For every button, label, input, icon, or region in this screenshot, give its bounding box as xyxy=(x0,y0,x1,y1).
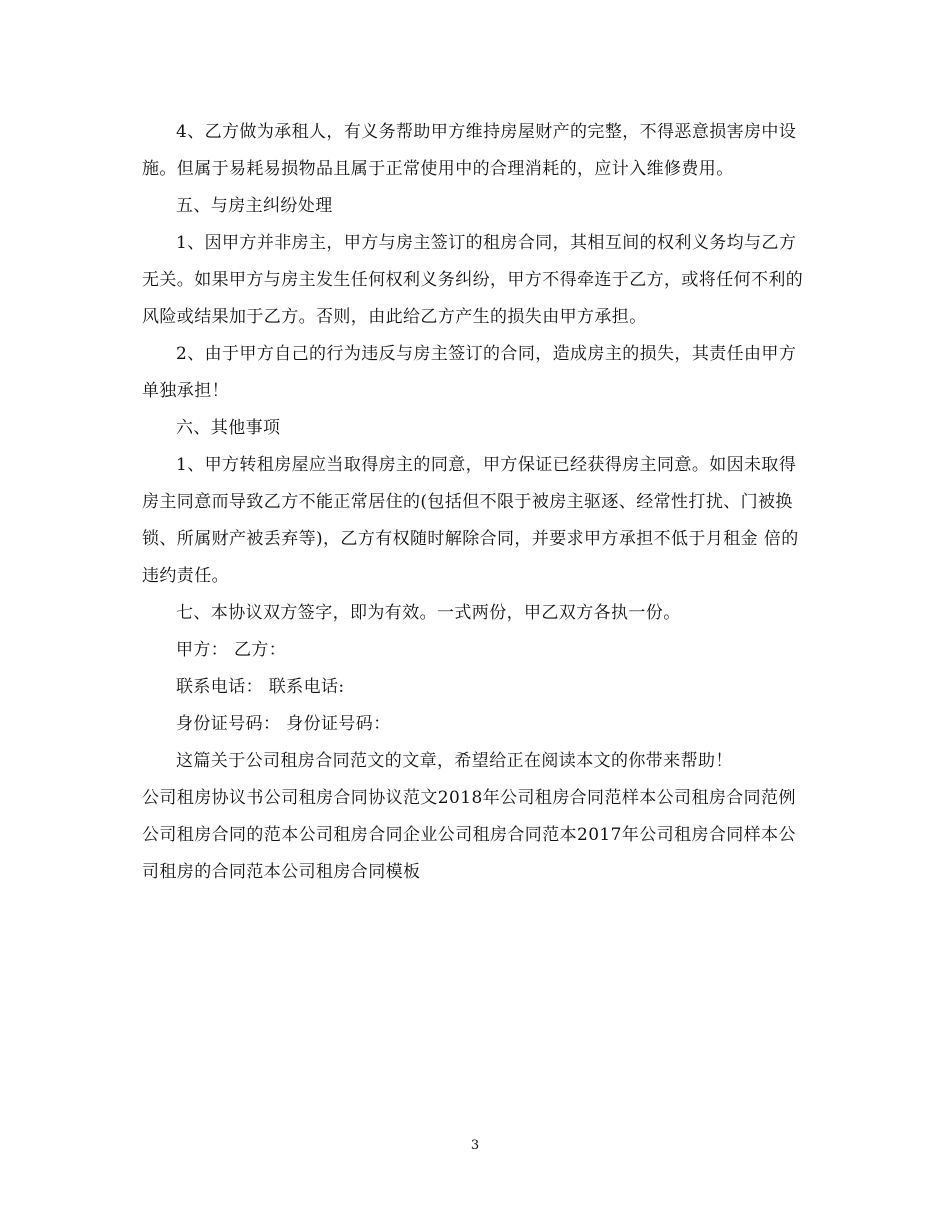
document-body xyxy=(142,114,808,891)
clause-landlord-dispute-2: 2、由于甲方自己的行为违反与房主签订的合同，造成房主的损失，其责任由甲方单独承担！ xyxy=(142,344,797,401)
section-heading-landlord-disputes: 五、与房主纠纷处理 xyxy=(176,196,333,216)
signature-parties-line: 甲方： 乙方： xyxy=(176,640,287,660)
clause-signing-effect: 七、本协议双方签字，即为有效。一式两份，甲乙双方各执一份。 xyxy=(176,603,681,623)
closing-note: 这篇关于公司租房合同范文的文章，希望给正在阅读本文的你带来帮助！ xyxy=(176,751,733,771)
contact-phone-line: 联系电话： 联系电话: xyxy=(176,677,345,697)
clause-landlord-dispute-1: 1、因甲方并非房主，甲方与房主签订的租房合同，其相互间的权利义务均与乙方无关。如果甲方与房主发生任何权利义务纠纷，甲方不得牵连于乙方，或将任何不利的风险或结果加于乙方。否则，由此给乙方产生的损失由甲方承担。 xyxy=(142,233,804,327)
clause-other-matters-1: 1、甲方转租房屋应当取得房主的同意，甲方保证已经获得房主同意。如因未取得房主同意而导致乙方不能正常居住的(包括但不限于被房主驱逐、经常性打扰、门被换锁、所属财产被丢弃等)，乙方有权随时解除合同，并要求甲方承担不低于月租金 倍的违约责任。 xyxy=(142,455,799,586)
related-keywords: 公司租房协议书公司租房合同协议范文2018年公司租房合同范样本公司租房合同范例公司租房合同的范本公司租房合同企业公司租房合同范本2017年公司租房合同样本公司租房的合同范本公司租房合同模板 xyxy=(142,788,796,882)
section-heading-other-matters: 六、其他事项 xyxy=(176,418,281,438)
clause-4-maintenance: 4、乙方做为承租人，有义务帮助甲方维持房屋财产的完整，不得恶意损害房中设施。但属于易耗易损物品且属于正常使用中的合理消耗的，应计入维修费用。 xyxy=(142,122,797,179)
page-number: 3 xyxy=(470,1138,480,1153)
id-number-line: 身份证号码： 身份证号码： xyxy=(176,714,391,734)
